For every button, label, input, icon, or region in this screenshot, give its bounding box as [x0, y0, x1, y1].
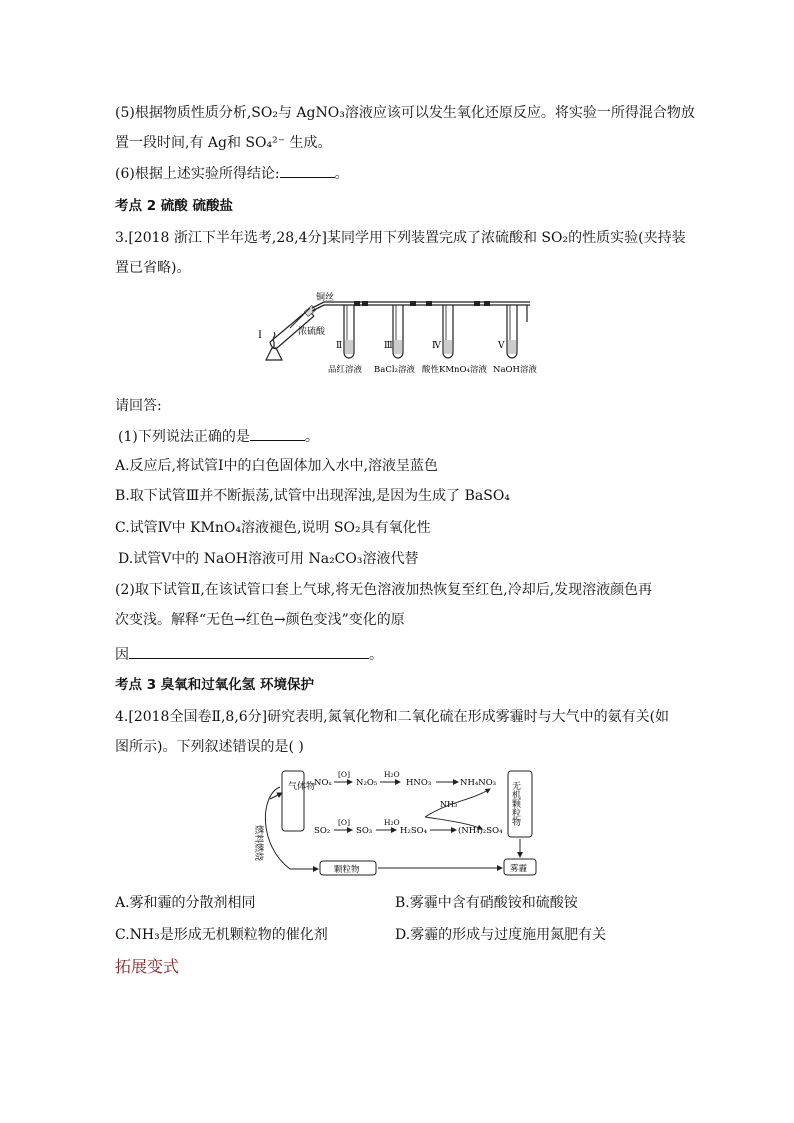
oxidation-2: [O] — [338, 818, 351, 827]
q2-part5-line1: (5)根据物质性质分析,SO₂与 AgNO₃溶液应该可以发生氧化还原反应。将实验一所得混合物放 — [115, 105, 695, 121]
delivery-tube — [312, 302, 530, 311]
section-3-heading: 考点 3 臭氧和过氧化氢 环境保护 — [115, 677, 314, 693]
q3-part2-line3 — [115, 644, 383, 665]
section-2-heading: 考点 2 硫酸 硫酸盐 — [115, 198, 233, 214]
nh3: NH₃ — [440, 800, 458, 809]
q4-option-a: A.雾和霾的分散剂相同 — [115, 895, 256, 911]
q3-apparatus-figure — [250, 290, 550, 380]
h2so4: H₂SO₄ — [400, 826, 428, 836]
q3-part2-line2: 次变浅。解释“无色→红色→颜色变浅”变化的原 — [115, 612, 405, 628]
extension-heading: 拓展变式 — [115, 957, 180, 976]
label-sol-III: BaCl₂溶液 — [374, 365, 415, 375]
q4-haze-diagram — [250, 765, 550, 883]
q3-option-a: A.反应后,将试管Ⅰ中的白色固体加入水中,溶液呈蓝色 — [115, 458, 438, 474]
particles-label: 颗粒物 — [334, 865, 360, 875]
q3-part1-end: 。 — [304, 429, 319, 445]
q3-part2-line1: (2)取下试管Ⅱ,在该试管口套上气球,将无色溶液加热恢复至红色,冷却后,发现溶液颜色再 — [115, 582, 653, 598]
q3-part1-text: (1)下列说法正确的是 — [118, 429, 250, 445]
label-sol-II: 品红溶液 — [328, 365, 363, 375]
nh4no3: NH₄NO₃ — [460, 778, 497, 788]
label-V: Ⅴ — [498, 341, 505, 351]
label-IV: Ⅳ — [432, 341, 441, 351]
label-copper-wire: 铜丝 — [316, 293, 335, 303]
label-sol-IV: 酸性KMnO₄溶液 — [422, 365, 487, 375]
label-I: I — [258, 330, 262, 341]
q2-part6-text: (6)根据上述实验所得结论: — [115, 166, 280, 182]
gas-label: 气体物 — [288, 782, 316, 792]
test-tube-IV — [443, 305, 453, 358]
label-sol-V: NaOH溶液 — [493, 365, 537, 375]
gas-box — [282, 771, 304, 831]
answer-blank[interactable] — [129, 644, 369, 659]
inorganic-particles-label: 无机颗粒物 — [510, 781, 520, 826]
test-tube-II — [344, 305, 354, 358]
q3-part2-line3-text: 因 — [115, 647, 129, 663]
q2-part6 — [115, 163, 349, 184]
q3-option-b: B.取下试管Ⅲ并不断振荡,试管中出现浑浊,是因为生成了 BaSO₄ — [115, 488, 510, 504]
q3-part2-end: 。 — [369, 647, 383, 663]
q3-stem-line1: 3.[2018 浙江下半年选考,28,4分]某同学用下列装置完成了浓硫酸和 SO₂的性质实验(夹持装 — [115, 230, 686, 246]
haze-label: 雾霾 — [510, 864, 528, 874]
nh4-2-so4: (NH₄)₂SO₄ — [458, 826, 503, 836]
n2o5: N₂O₅ — [356, 778, 378, 788]
q4-option-b: B.雾霾中含有硝酸铵和硫酸铵 — [395, 895, 578, 911]
q3-option-d: D.试管Ⅴ中的 NaOH溶液可用 Na₂CO₃溶液代替 — [118, 551, 419, 567]
q4-option-c: C.NH₃是形成无机颗粒物的催化剂 — [115, 927, 328, 943]
q4-option-d: D.雾霾的形成与过度施用氮肥有关 — [395, 927, 607, 943]
so3: SO₃ — [356, 826, 373, 836]
q4-stem-line2: 图所示)。下列叙述错误的是( ) — [115, 739, 304, 755]
label-conc-acid: 浓硫酸 — [298, 327, 326, 337]
q3-option-c: C.试管Ⅳ中 KMnO₄溶液褪色,说明 SO₂具有氧化性 — [115, 520, 431, 536]
fuel-combustion-label: 燃料燃烧 — [253, 825, 263, 862]
hno3: HNO₃ — [406, 778, 432, 788]
test-tube-V — [507, 305, 527, 358]
answer-prompt: 请回答: — [115, 398, 162, 414]
q3-part1 — [118, 426, 319, 447]
copper-wire — [290, 308, 310, 328]
label-II: Ⅱ — [336, 341, 343, 351]
water-2: H₂O — [384, 818, 400, 827]
nox: NOₓ — [314, 778, 333, 788]
so2: SO₂ — [314, 826, 331, 836]
q3-stem-line2: 置已省略)。 — [115, 260, 191, 276]
label-III: Ⅲ — [384, 341, 393, 351]
q2-part5-line2: 置一段时间,有 Ag和 SO₄²⁻ 生成。 — [115, 135, 332, 151]
test-tube-III — [393, 305, 403, 358]
water-1: H₂O — [384, 770, 400, 779]
q4-stem-line1: 4.[2018全国卷Ⅱ,8,6分]研究表明,氮氧化物和二氧化硫在形成雾霾时与大气中的氨有关(如 — [115, 709, 670, 725]
fuel-arrow — [265, 787, 318, 869]
q2-part6-end: 。 — [334, 166, 349, 182]
answer-blank[interactable] — [280, 163, 335, 178]
answer-blank[interactable] — [250, 426, 305, 441]
oxidation-1: [O] — [338, 770, 351, 779]
